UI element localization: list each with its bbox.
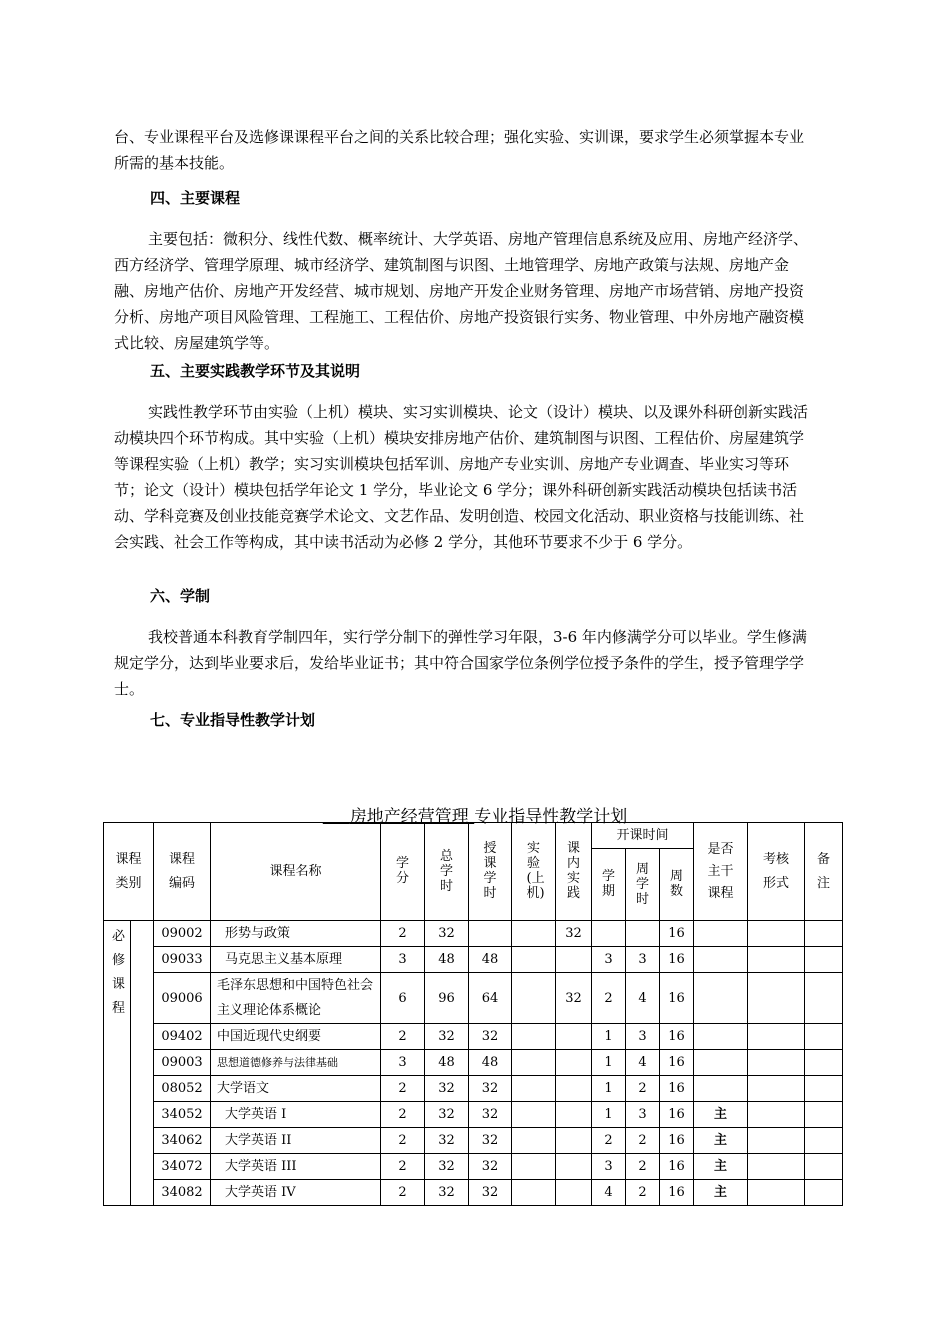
- cell-semester: 4: [592, 1180, 626, 1206]
- header-weeks: 周数: [660, 849, 694, 921]
- cell-lecture: 32: [469, 1180, 512, 1206]
- cell-credit: 3: [381, 1050, 425, 1076]
- cell-lecture: 48: [469, 1050, 512, 1076]
- cell-practice: [556, 947, 592, 973]
- cell-name: 中国近现代史纲要: [211, 1024, 381, 1050]
- cell-credit: 2: [381, 1076, 425, 1102]
- cell-practice: [556, 1076, 592, 1102]
- cell-semester: 2: [592, 973, 626, 1024]
- cell-exam: [748, 1128, 805, 1154]
- cell-code: 09006: [154, 973, 211, 1024]
- header-lab-hours: 实验(上机): [512, 823, 556, 921]
- cell-lecture: [469, 921, 512, 947]
- cell-lab: [512, 1154, 556, 1180]
- cell-total: 32: [425, 1024, 469, 1050]
- cell-practice: [556, 1102, 592, 1128]
- cell-credit: 2: [381, 1128, 425, 1154]
- cell-core: [694, 947, 748, 973]
- cell-core: 主: [694, 1180, 748, 1206]
- cell-semester: 2: [592, 1128, 626, 1154]
- table-row: [104, 1050, 843, 1076]
- cell-lecture: 32: [469, 1024, 512, 1050]
- cell-lab: [512, 1024, 556, 1050]
- cell-remark: [805, 1050, 843, 1076]
- cell-lecture: 32: [469, 1102, 512, 1128]
- cell-weeks: 16: [660, 1128, 694, 1154]
- table-row: [104, 1076, 843, 1102]
- cell-weeks: 16: [660, 1102, 694, 1128]
- cell-name: 大学语文: [211, 1076, 381, 1102]
- cell-core: 主: [694, 1102, 748, 1128]
- heading-main-courses: 四、主要课程: [150, 189, 241, 207]
- cell-exam: [748, 947, 805, 973]
- cell-credit: 2: [381, 1154, 425, 1180]
- cell-weekly: [626, 921, 660, 947]
- cell-exam: [748, 921, 805, 947]
- cell-lab: [512, 1180, 556, 1206]
- cell-core: [694, 1024, 748, 1050]
- cell-total: 32: [425, 1128, 469, 1154]
- cell-remark: [805, 1180, 843, 1206]
- cell-lab: [512, 1102, 556, 1128]
- cell-practice: [556, 1154, 592, 1180]
- cell-lab: [512, 1050, 556, 1076]
- table-row: [104, 947, 843, 973]
- cell-credit: 6: [381, 973, 425, 1024]
- cell-weeks: 16: [660, 1076, 694, 1102]
- header-semester: 学期: [592, 849, 626, 921]
- table-row: [104, 973, 843, 1024]
- cell-lecture: 32: [469, 1076, 512, 1102]
- cell-core: [694, 921, 748, 947]
- cell-semester: [592, 921, 626, 947]
- cell-total: 32: [425, 1154, 469, 1180]
- header-remark: 备注: [805, 823, 843, 921]
- cell-total: 32: [425, 1102, 469, 1128]
- cell-code: 09402: [154, 1024, 211, 1050]
- cell-remark: [805, 1076, 843, 1102]
- header-schedule: 开课时间: [592, 823, 694, 849]
- cell-weekly: 2: [626, 1154, 660, 1180]
- paragraph-main-courses: 主要包括：微积分、线性代数、概率统计、大学英语、房地产管理信息系统及应用、房地产经济学、西方经济学、管理学原理、城市经济学、建筑制图与识图、土地管理学、房地产政策与法规、房地产金融、房地产估价、房地产开发经营、城市规划、房地产开发企业财务管理、房地产市场营销、房地产投资分析、房地产项目风险管理、工程施工、工程估价、房地产投资银行实务、物业管理、中外房地产融资模式比较、房屋建筑学等。: [114, 230, 809, 352]
- cell-code: 34082: [154, 1180, 211, 1206]
- cell-code: 09033: [154, 947, 211, 973]
- cell-semester: 1: [592, 1102, 626, 1128]
- cell-credit: 2: [381, 1024, 425, 1050]
- cell-weeks: 16: [660, 947, 694, 973]
- cell-core: [694, 1050, 748, 1076]
- header-credit: 学分: [381, 823, 425, 921]
- cell-lecture: 48: [469, 947, 512, 973]
- table-row: [104, 1102, 843, 1128]
- header-total-hours: 总学时: [425, 823, 469, 921]
- header-code: 课程编码: [154, 823, 211, 921]
- cell-exam: [748, 1102, 805, 1128]
- cell-practice: 32: [556, 921, 592, 947]
- cell-code: 09003: [154, 1050, 211, 1076]
- cell-semester: 3: [592, 947, 626, 973]
- cell-total: 48: [425, 947, 469, 973]
- header-lecture-hours: 授课学时: [469, 823, 512, 921]
- cell-lab: [512, 921, 556, 947]
- cell-weekly: 2: [626, 1128, 660, 1154]
- cell-remark: [805, 1024, 843, 1050]
- header-weekly-hours: 周学时: [626, 849, 660, 921]
- header-core-course: 是否主干课程: [694, 823, 748, 921]
- cell-name: 大学英语 II: [211, 1128, 381, 1154]
- cell-weeks: 16: [660, 1024, 694, 1050]
- cell-weeks: 16: [660, 921, 694, 947]
- cell-lab: [512, 1076, 556, 1102]
- cell-exam: [748, 1050, 805, 1076]
- cell-credit: 2: [381, 921, 425, 947]
- cell-weekly: 4: [626, 973, 660, 1024]
- paragraph-practice: 实践性教学环节由实验（上机）模块、实习实训模块、论文（设计）模块、以及课外科研创新实践活动模块四个环节构成。其中实验（上机）模块安排房地产估价、建筑制图与识图、工程估价、房屋建筑学等课程实验（上机）教学；实习实训模块包括军训、房地产专业实训、房地产专业调查、毕业实习等环节；论文（设计）模块包括学年论文 1 学分，毕业论文 6 学分；课外科研创新实践活动模块包括读书活动、学科竞赛及创业技能竞赛学术论文、文艺作品、发明创造、校园文化活动、职业资格与技能训练、社会实践、社会工作等构成，其中读书活动为必修 2 学分，其他环节要求不少于 6 学分。: [114, 403, 809, 551]
- header-name: 课程名称: [211, 823, 381, 921]
- cell-semester: 1: [592, 1024, 626, 1050]
- cell-exam: [748, 1024, 805, 1050]
- header-exam-form: 考核形式: [748, 823, 805, 921]
- paragraph-schooling-system: 我校普通本科教育学制四年，实行学分制下的弹性学习年限，3-6 年内修满学分可以毕业。学生修满规定学分，达到毕业要求后，发给毕业证书；其中符合国家学位条例学位授予条件的学生，授予管理学学士。: [114, 628, 807, 698]
- cell-remark: [805, 973, 843, 1024]
- category-cell: 必修课程: [104, 921, 154, 1206]
- cell-code: 09002: [154, 921, 211, 947]
- cell-weekly: 2: [626, 1076, 660, 1102]
- cell-remark: [805, 1128, 843, 1154]
- cell-lecture: 64: [469, 973, 512, 1024]
- cell-lab: [512, 973, 556, 1024]
- cell-credit: 2: [381, 1180, 425, 1206]
- heading-teaching-plan: 七、专业指导性教学计划: [150, 711, 316, 729]
- cell-total: 32: [425, 921, 469, 947]
- cell-remark: [805, 921, 843, 947]
- cell-code: 34072: [154, 1154, 211, 1180]
- cell-name: 形势与政策: [211, 921, 381, 947]
- table-title-major: 房地产经营管理: [349, 807, 469, 827]
- cell-weekly: 2: [626, 1180, 660, 1206]
- cell-credit: 2: [381, 1102, 425, 1128]
- header-category: 课程类别: [104, 823, 154, 921]
- heading-practice: 五、主要实践教学环节及其说明: [150, 362, 361, 380]
- table-row: [104, 1180, 843, 1206]
- cell-weeks: 16: [660, 973, 694, 1024]
- cell-total: 32: [425, 1180, 469, 1206]
- cell-practice: 32: [556, 973, 592, 1024]
- cell-name: 大学英语 III: [211, 1154, 381, 1180]
- table-row: [104, 1128, 843, 1154]
- cell-total: 96: [425, 973, 469, 1024]
- heading-schooling-system: 六、学制: [150, 587, 211, 605]
- cell-lecture: 32: [469, 1154, 512, 1180]
- cell-remark: [805, 1154, 843, 1180]
- header-practice-hours: 课内实践: [556, 823, 592, 921]
- cell-practice: [556, 1024, 592, 1050]
- cell-exam: [748, 1154, 805, 1180]
- cell-code: 34062: [154, 1128, 211, 1154]
- cell-practice: [556, 1180, 592, 1206]
- cell-exam: [748, 1076, 805, 1102]
- cell-credit: 3: [381, 947, 425, 973]
- cell-code: 34052: [154, 1102, 211, 1128]
- table-row: [104, 921, 843, 947]
- table-row: [104, 1024, 843, 1050]
- cell-name: 马克思主义基本原理: [211, 947, 381, 973]
- cell-total: 32: [425, 1076, 469, 1102]
- cell-weeks: 16: [660, 1180, 694, 1206]
- cell-weeks: 16: [660, 1154, 694, 1180]
- cell-exam: [748, 973, 805, 1024]
- cell-core: 主: [694, 1128, 748, 1154]
- cell-weekly: 3: [626, 1102, 660, 1128]
- cell-name: 毛泽东思想和中国特色社会主义理论体系概论: [211, 973, 381, 1024]
- table-row: [104, 1154, 843, 1180]
- cell-remark: [805, 1102, 843, 1128]
- cell-name: 思想道德修养与法律基础: [211, 1050, 381, 1076]
- cell-weekly: 4: [626, 1050, 660, 1076]
- cell-semester: 3: [592, 1154, 626, 1180]
- cell-name: 大学英语 IV: [211, 1180, 381, 1206]
- cell-practice: [556, 1128, 592, 1154]
- cell-lab: [512, 1128, 556, 1154]
- cell-core: [694, 1076, 748, 1102]
- cell-lecture: 32: [469, 1128, 512, 1154]
- cell-remark: [805, 947, 843, 973]
- paragraph-platform: 台、专业课程平台及选修课课程平台之间的关系比较合理；强化实验、实训课，要求学生必须掌握本专业所需的基本技能。: [114, 128, 805, 172]
- cell-total: 48: [425, 1050, 469, 1076]
- cell-core: 主: [694, 1154, 748, 1180]
- category-divider: [130, 921, 131, 1205]
- cell-weekly: 3: [626, 947, 660, 973]
- cell-weeks: 16: [660, 1050, 694, 1076]
- cell-lab: [512, 947, 556, 973]
- cell-exam: [748, 1180, 805, 1206]
- cell-weekly: 3: [626, 1024, 660, 1050]
- cell-semester: 1: [592, 1050, 626, 1076]
- cell-name: 大学英语 I: [211, 1102, 381, 1128]
- table-title-rest: 专业指导性教学计划: [474, 807, 628, 827]
- teaching-plan-table: [103, 822, 843, 1206]
- cell-semester: 1: [592, 1076, 626, 1102]
- cell-practice: [556, 1050, 592, 1076]
- cell-core: [694, 973, 748, 1024]
- cell-code: 08052: [154, 1076, 211, 1102]
